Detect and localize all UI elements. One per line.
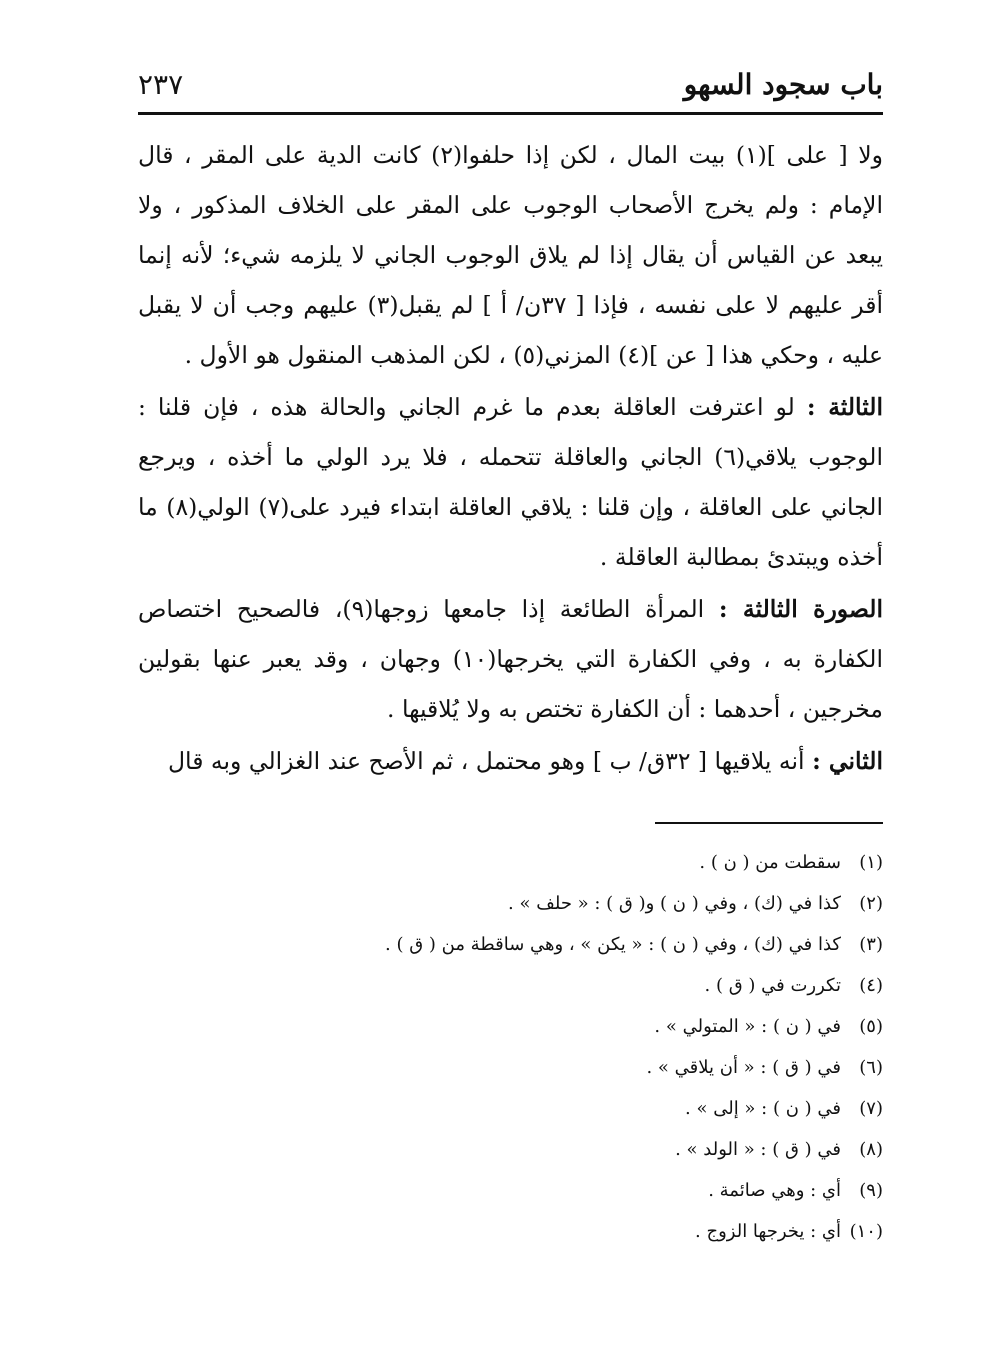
footnote xyxy=(138,1170,883,1211)
paragraph-2 xyxy=(138,382,883,582)
paragraph-4 xyxy=(138,736,883,786)
footnote-number: (٦) xyxy=(859,1057,883,1078)
footnote-text: أي : وهي صائمة . xyxy=(708,1180,841,1201)
footnote-number: (١٠) xyxy=(849,1221,883,1242)
footnote-text: سقطت من ( ن ) . xyxy=(699,852,841,873)
footnote xyxy=(138,965,883,1006)
footnote xyxy=(138,883,883,924)
footnote xyxy=(138,1129,883,1170)
paragraph-text: ولا [ على ](١) بيت المال ، لكن إذا حلفوا(٢) كانت الدية على المقر ، قال الإمام : ولم يخرج الأصحاب الوجوب على المقر على الخلاف المذكور ، ولا يبعد عن القياس أن يقال إذا لم يلاق الوجوب الجاني لا يلزمه شيء؛ لأنه إنما أقر عليهم لا على نفسه ، فإذا [ ٣٧ن/ أ ] لم يقبل(٣) عليهم وجب أن لا يقبل عليه ، وحكي هذا [ عن ](٤) المزني(٥) ، لكن المذهب المنقول هو الأول . xyxy=(138,141,884,369)
footnote-text: كذا في (ك) ، وفي ( ن ) : « يكن » ، وهي ساقطة من ( ق ) . xyxy=(385,934,841,955)
footnote xyxy=(138,842,883,883)
footnote-text: أي : يخرجها الزوج . xyxy=(695,1221,841,1242)
footnote xyxy=(138,1211,883,1252)
footnote-number: (٤) xyxy=(859,975,883,996)
footnote-number: (٨) xyxy=(859,1139,883,1160)
footnote-text: في ( ق ) : « الولد » . xyxy=(675,1139,841,1160)
footnote xyxy=(138,1006,883,1047)
paragraph-lead: الثالثة : xyxy=(806,393,883,421)
footnote-text: تكررت في ( ق ) . xyxy=(704,975,841,996)
footnote-number: (٥) xyxy=(859,1016,883,1037)
paragraph-text: لو اعترفت العاقلة بعدم ما غرم الجاني والحالة هذه ، فإن قلنا : الوجوب يلاقي(٦) الجاني والعاقلة تتحمله ، فلا يرد الولي ما أخذه ، ويرجع الجاني على العاقلة ، وإن قلنا : يلاقي العاقلة ابتداء فيرد على(٧) الولي(٨) ما أخذه ويبتدئ بمطالبة العاقلة . xyxy=(138,393,883,571)
footnote-text: في ( ن ) : « المتولي » . xyxy=(654,1016,841,1037)
footnote-number: (٢) xyxy=(859,893,883,914)
page-number: ٢٣٧ xyxy=(138,68,184,101)
paragraph-lead: الثاني : xyxy=(812,747,883,775)
footnote-number: (١) xyxy=(859,852,883,873)
paragraph-3 xyxy=(138,584,883,734)
footnote-text: كذا في (ك) ، وفي ( ن ) و( ق ) : « حلف » . xyxy=(508,893,841,914)
footnote xyxy=(138,924,883,965)
page-header xyxy=(138,62,883,110)
paragraph-lead: الصورة الثالثة : xyxy=(718,595,883,623)
paragraph-text: أنه يلاقيها [ ٣٢ق/ ب ] وهو محتمل ، ثم الأصح عند الغزالي وبه قال xyxy=(167,747,813,775)
paragraph-1 xyxy=(138,130,883,380)
header-rule xyxy=(138,112,883,115)
footnote-number: (٣) xyxy=(859,934,883,955)
footnote-separator xyxy=(655,822,883,824)
footnote xyxy=(138,1047,883,1088)
footnote-text: في ( ق ) : « أن يلاقي » . xyxy=(646,1057,841,1078)
footnotes xyxy=(138,842,883,1252)
footnote-number: (٩) xyxy=(859,1180,883,1201)
footnote-number: (٧) xyxy=(859,1098,883,1119)
chapter-title: باب سجود السهو xyxy=(683,68,883,101)
footnote xyxy=(138,1088,883,1129)
main-text xyxy=(138,130,883,788)
footnote-text: في ( ن ) : « إلى » . xyxy=(685,1098,841,1119)
paragraph-text: المرأة الطائعة إذا جامعها زوجها(٩)، فالصحيح اختصاص الكفارة به ، وفي الكفارة التي يخرجها(١٠) وجهان ، وقد يعبر عنها بقولين مخرجين ، أحدهما : أن الكفارة تختص به ولا يُلاقيها . xyxy=(138,595,883,723)
